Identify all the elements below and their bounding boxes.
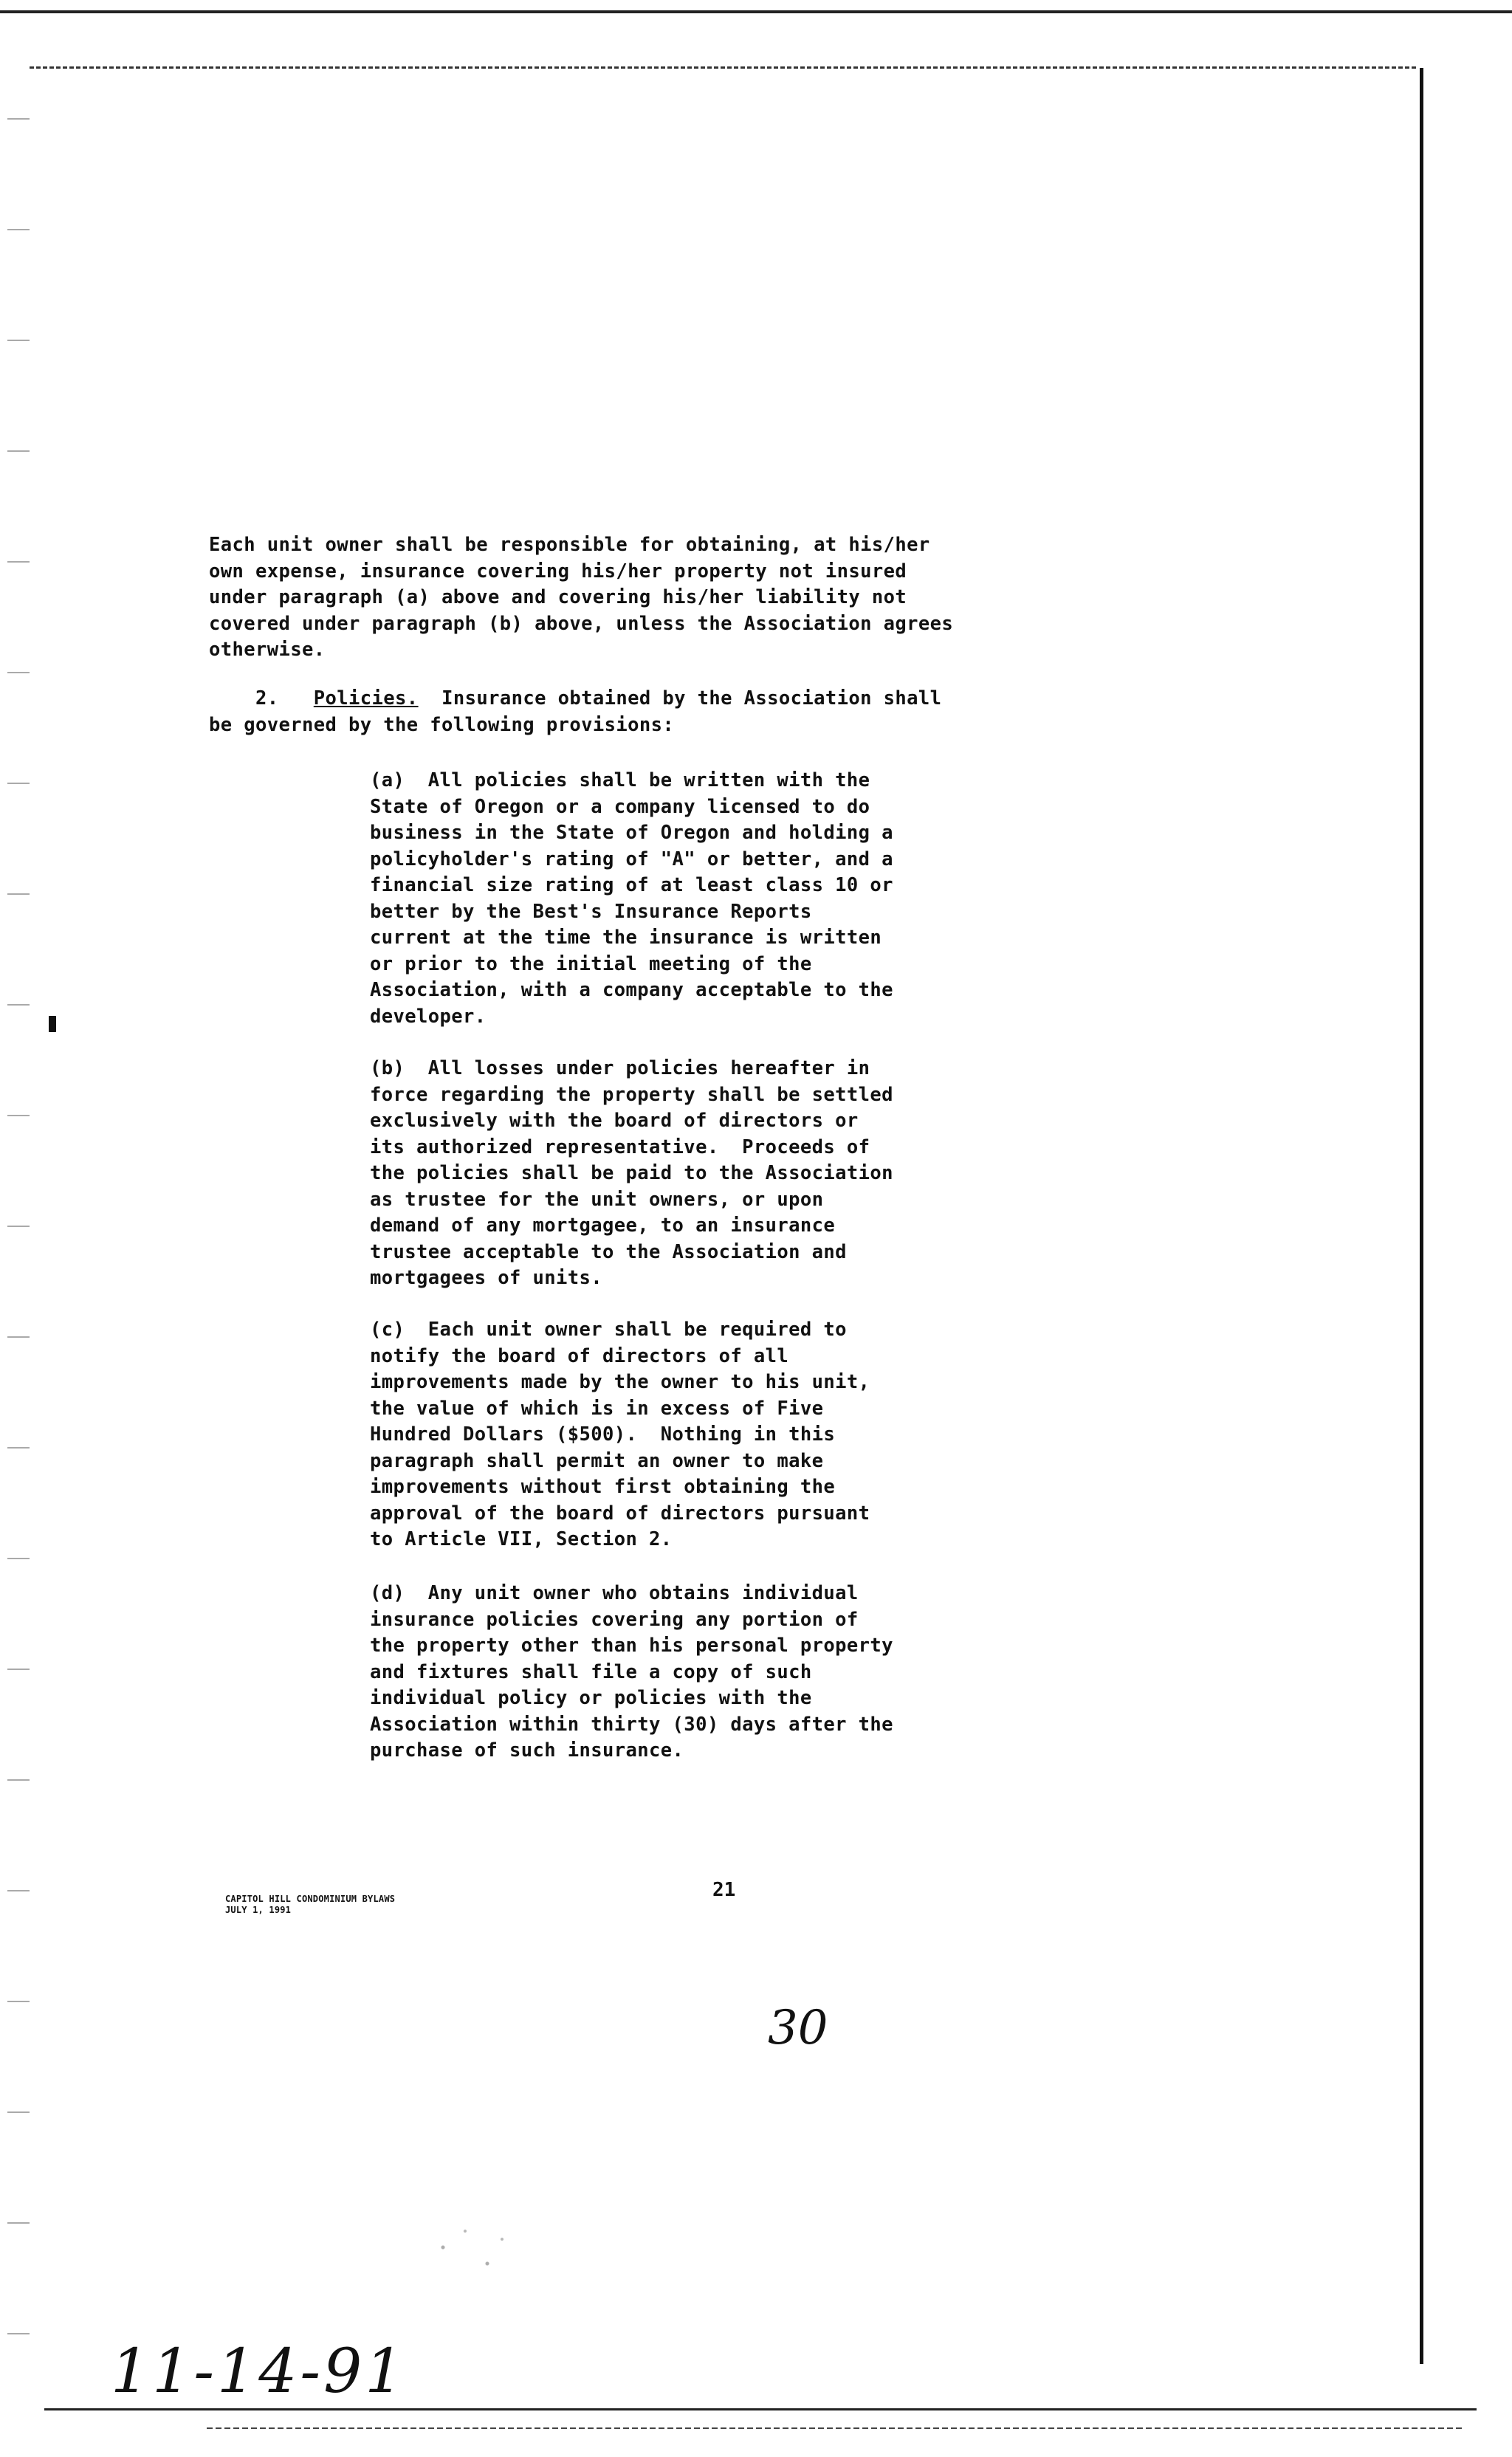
document-body <box>0 0 954 1762</box>
subparagraph-b: (b) All losses under policies hereafter in force regarding the property shall be settled exclusively with the board of directors or its authorized representative. Proceeds of the policies shall be paid to the Association as trustee for the unit owners, or upon demand of any mortgagee, to an insurance trustee acceptable to the Association and mortgagees of units. <box>370 1057 893 1289</box>
handwritten-mark: 30 <box>768 2001 828 2055</box>
subparagraph-a: (a) All policies shall be written with the State of Oregon or a company licensed to do business in the State of Oregon and holding a policyholder's rating of "A" or better, and a financial size rating of at least class 10 or better by the Best's Insurance Reports current at the time the insurance is written or prior to the initial meeting of the Association, with a company acceptable to the developer. <box>370 769 893 1028</box>
section-heading: Policies. <box>313 687 419 709</box>
scan-smudge <box>399 2215 546 2296</box>
page-number: 21 <box>712 1879 736 1901</box>
paragraph-unit-owner-insurance: Each unit owner shall be responsible for obtaining, at his/her own expense, insurance covering his/her property not insured under paragraph (a) above and covering his/her liability not covered under paragraph (b) above, unless the Association agrees otherwise. <box>209 534 954 661</box>
scan-bottom-edge <box>44 2408 1477 2410</box>
section-2-policies <box>209 686 941 738</box>
margin-mark <box>49 1016 56 1032</box>
page-right-border <box>1420 68 1423 2364</box>
scan-left-specks <box>7 74 30 2362</box>
handwritten-date: 11-14-91 <box>111 2337 407 2407</box>
section-intro: Insurance obtained by the Association shall be governed by the following provisions: <box>209 687 942 736</box>
footer-document-title: CAPITOL HILL CONDOMINIUM BYLAWS JULY 1, 1991 <box>225 1894 396 1915</box>
subparagraph-d: (d) Any unit owner who obtains individual insurance policies covering any portion of the property other than his personal property and fixtures shall file a copy of such individual policy or policies with the Association within thirty (30) days after the purchase of such insurance. <box>370 1582 893 1762</box>
scan-top-edge <box>0 10 1512 13</box>
scan-top-noise <box>30 66 1418 69</box>
section-number: 2. <box>209 687 314 709</box>
subparagraph-c: (c) Each unit owner shall be required to notify the board of directors of all improvements made by the owner to his unit, the value of which is in excess of Five Hundred Dollars ($500). Nothing in this paragraph shall permit an owner to make improvements without first obtaining the approval of the board of directors pursuant to Article VII, Section 2. <box>370 1319 870 1550</box>
scan-bottom-noise <box>207 2427 1462 2429</box>
